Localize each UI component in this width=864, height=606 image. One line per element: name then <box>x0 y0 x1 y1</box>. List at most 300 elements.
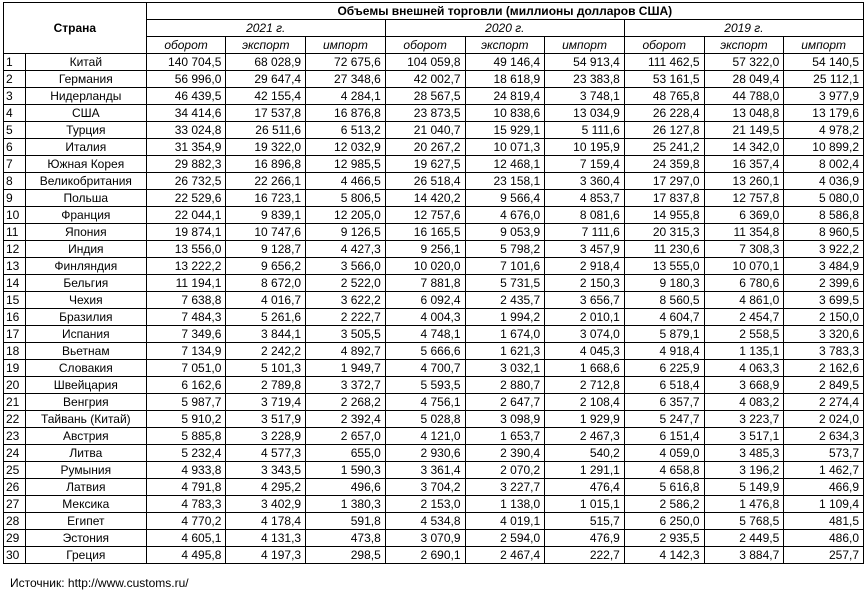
value-cell: 2 150,3 <box>545 275 625 292</box>
value-cell: 2 268,2 <box>306 394 386 411</box>
value-cell: 28 049,4 <box>704 71 784 88</box>
row-number: 13 <box>4 258 26 275</box>
table-row <box>4 411 864 428</box>
value-cell: 3 884,7 <box>704 547 784 564</box>
value-cell: 8 081,6 <box>545 207 625 224</box>
value-cell: 298,5 <box>306 547 386 564</box>
country-name: Чехия <box>25 292 146 309</box>
table-row <box>4 156 864 173</box>
country-name: Австрия <box>25 428 146 445</box>
value-cell: 17 537,8 <box>226 105 306 122</box>
value-cell: 20 267,2 <box>385 139 465 156</box>
table-row <box>4 445 864 462</box>
value-cell: 2 108,4 <box>545 394 625 411</box>
value-cell: 4 534,8 <box>385 513 465 530</box>
subcolumn-header: экспорт <box>704 37 784 54</box>
row-number: 8 <box>4 173 26 190</box>
country-name: Бельгия <box>25 275 146 292</box>
value-cell: 5 885,8 <box>146 428 226 445</box>
value-cell: 4 676,0 <box>465 207 545 224</box>
value-cell: 515,7 <box>545 513 625 530</box>
value-cell: 10 838,6 <box>465 105 545 122</box>
value-cell: 8 586,8 <box>784 207 864 224</box>
value-cell: 8 960,5 <box>784 224 864 241</box>
value-cell: 22 044,1 <box>146 207 226 224</box>
value-cell: 22 266,1 <box>226 173 306 190</box>
value-cell: 3 922,2 <box>784 241 864 258</box>
table-row <box>4 122 864 139</box>
value-cell: 6 225,9 <box>624 360 704 377</box>
value-cell: 2 558,5 <box>704 326 784 343</box>
value-cell: 16 876,8 <box>306 105 386 122</box>
value-cell: 5 232,4 <box>146 445 226 462</box>
table-row <box>4 190 864 207</box>
value-cell: 5 666,6 <box>385 343 465 360</box>
value-cell: 5 261,6 <box>226 309 306 326</box>
value-cell: 2 399,6 <box>784 275 864 292</box>
value-cell: 7 349,6 <box>146 326 226 343</box>
value-cell: 54 140,5 <box>784 54 864 71</box>
value-cell: 9 126,5 <box>306 224 386 241</box>
value-cell: 4 933,8 <box>146 462 226 479</box>
value-cell: 2 849,5 <box>784 377 864 394</box>
value-cell: 3 656,7 <box>545 292 625 309</box>
value-cell: 2 454,7 <box>704 309 784 326</box>
value-cell: 68 028,9 <box>226 54 306 71</box>
value-cell: 48 765,8 <box>624 88 704 105</box>
value-cell: 22 529,6 <box>146 190 226 207</box>
value-cell: 5 768,5 <box>704 513 784 530</box>
value-cell: 3 517,1 <box>704 428 784 445</box>
row-number: 29 <box>4 530 26 547</box>
value-cell: 4 284,1 <box>306 88 386 105</box>
value-cell: 3 566,0 <box>306 258 386 275</box>
value-cell: 23 383,8 <box>545 71 625 88</box>
value-cell: 20 315,3 <box>624 224 704 241</box>
value-cell: 3 844,1 <box>226 326 306 343</box>
row-number: 24 <box>4 445 26 462</box>
country-name: Франция <box>25 207 146 224</box>
value-cell: 26 518,4 <box>385 173 465 190</box>
value-cell: 2 222,7 <box>306 309 386 326</box>
value-cell: 14 420,2 <box>385 190 465 207</box>
value-cell: 10 747,6 <box>226 224 306 241</box>
value-cell: 4 059,0 <box>624 445 704 462</box>
value-cell: 104 059,8 <box>385 54 465 71</box>
value-cell: 3 457,9 <box>545 241 625 258</box>
value-cell: 3 699,5 <box>784 292 864 309</box>
value-cell: 17 297,0 <box>624 173 704 190</box>
value-cell: 10 020,0 <box>385 258 465 275</box>
subcolumn-header: импорт <box>784 37 864 54</box>
value-cell: 4 019,1 <box>465 513 545 530</box>
table-row <box>4 275 864 292</box>
value-cell: 13 034,9 <box>545 105 625 122</box>
value-cell: 1 929,9 <box>545 411 625 428</box>
value-cell: 7 484,3 <box>146 309 226 326</box>
row-number: 22 <box>4 411 26 428</box>
table-row <box>4 224 864 241</box>
value-cell: 13 555,0 <box>624 258 704 275</box>
value-cell: 2 242,2 <box>226 343 306 360</box>
value-cell: 4 658,8 <box>624 462 704 479</box>
table-title: Объемы внешней торговли (миллионы долларов США) <box>146 3 863 20</box>
value-cell: 4 783,3 <box>146 496 226 513</box>
value-cell: 1 109,4 <box>784 496 864 513</box>
value-cell: 3 719,4 <box>226 394 306 411</box>
value-cell: 1 380,3 <box>306 496 386 513</box>
value-cell: 5 731,5 <box>465 275 545 292</box>
value-cell: 2 070,2 <box>465 462 545 479</box>
value-cell: 4 083,2 <box>704 394 784 411</box>
value-cell: 17 837,8 <box>624 190 704 207</box>
row-number: 10 <box>4 207 26 224</box>
value-cell: 21 149,5 <box>704 122 784 139</box>
value-cell: 2 392,4 <box>306 411 386 428</box>
value-cell: 6 162,6 <box>146 377 226 394</box>
country-name: Швейцария <box>25 377 146 394</box>
value-cell: 26 127,8 <box>624 122 704 139</box>
row-number: 6 <box>4 139 26 156</box>
value-cell: 8 672,0 <box>226 275 306 292</box>
country-name: Индия <box>25 241 146 258</box>
value-cell: 4 427,3 <box>306 241 386 258</box>
value-cell: 4 178,4 <box>226 513 306 530</box>
table-row <box>4 462 864 479</box>
value-cell: 2 594,0 <box>465 530 545 547</box>
value-cell: 222,7 <box>545 547 625 564</box>
value-cell: 1 135,1 <box>704 343 784 360</box>
table-row <box>4 139 864 156</box>
value-cell: 7 881,8 <box>385 275 465 292</box>
value-cell: 3 622,2 <box>306 292 386 309</box>
value-cell: 2 712,8 <box>545 377 625 394</box>
value-cell: 5 616,8 <box>624 479 704 496</box>
value-cell: 11 194,1 <box>146 275 226 292</box>
value-cell: 28 567,5 <box>385 88 465 105</box>
value-cell: 57 322,0 <box>704 54 784 71</box>
value-cell: 9 128,7 <box>226 241 306 258</box>
value-cell: 1 138,0 <box>465 496 545 513</box>
row-number: 16 <box>4 309 26 326</box>
table-row <box>4 292 864 309</box>
value-cell: 4 004,3 <box>385 309 465 326</box>
value-cell: 5 028,8 <box>385 411 465 428</box>
value-cell: 16 357,4 <box>704 156 784 173</box>
value-cell: 111 462,5 <box>624 54 704 71</box>
table-row <box>4 258 864 275</box>
value-cell: 12 757,8 <box>704 190 784 207</box>
subcolumn-header: импорт <box>545 37 625 54</box>
year-header-2019: 2019 г. <box>624 20 863 37</box>
subcolumn-header: оборот <box>385 37 465 54</box>
value-cell: 4 748,1 <box>385 326 465 343</box>
value-cell: 5 247,7 <box>624 411 704 428</box>
value-cell: 476,4 <box>545 479 625 496</box>
value-cell: 2 162,6 <box>784 360 864 377</box>
value-cell: 140 704,5 <box>146 54 226 71</box>
value-cell: 44 788,0 <box>704 88 784 105</box>
row-number: 27 <box>4 496 26 513</box>
value-cell: 6 151,4 <box>624 428 704 445</box>
row-number: 20 <box>4 377 26 394</box>
country-name: Южная Корея <box>25 156 146 173</box>
country-column-header: Страна <box>4 3 147 54</box>
value-cell: 2 918,4 <box>545 258 625 275</box>
value-cell: 4 756,1 <box>385 394 465 411</box>
value-cell: 5 149,9 <box>704 479 784 496</box>
country-name: Эстония <box>25 530 146 547</box>
value-cell: 2 467,4 <box>465 547 545 564</box>
value-cell: 14 342,0 <box>704 139 784 156</box>
value-cell: 2 880,7 <box>465 377 545 394</box>
value-cell: 27 348,6 <box>306 71 386 88</box>
value-cell: 11 230,6 <box>624 241 704 258</box>
value-cell: 29 882,3 <box>146 156 226 173</box>
row-number: 4 <box>4 105 26 122</box>
value-cell: 5 798,2 <box>465 241 545 258</box>
value-cell: 7 308,3 <box>704 241 784 258</box>
value-cell: 26 732,5 <box>146 173 226 190</box>
table-row <box>4 54 864 71</box>
value-cell: 5 879,1 <box>624 326 704 343</box>
value-cell: 4 295,2 <box>226 479 306 496</box>
subcolumn-header: экспорт <box>226 37 306 54</box>
value-cell: 5 101,3 <box>226 360 306 377</box>
value-cell: 9 180,3 <box>624 275 704 292</box>
value-cell: 5 910,2 <box>146 411 226 428</box>
value-cell: 2 467,3 <box>545 428 625 445</box>
value-cell: 4 892,7 <box>306 343 386 360</box>
value-cell: 2 657,0 <box>306 428 386 445</box>
value-cell: 496,6 <box>306 479 386 496</box>
country-name: Латвия <box>25 479 146 496</box>
row-number: 2 <box>4 71 26 88</box>
subcolumn-header: оборот <box>624 37 704 54</box>
value-cell: 3 074,0 <box>545 326 625 343</box>
value-cell: 1 949,7 <box>306 360 386 377</box>
value-cell: 12 985,5 <box>306 156 386 173</box>
value-cell: 56 996,0 <box>146 71 226 88</box>
value-cell: 481,5 <box>784 513 864 530</box>
value-cell: 1 015,1 <box>545 496 625 513</box>
value-cell: 3 360,4 <box>545 173 625 190</box>
value-cell: 4 495,8 <box>146 547 226 564</box>
row-number: 25 <box>4 462 26 479</box>
table-row <box>4 88 864 105</box>
value-cell: 1 994,2 <box>465 309 545 326</box>
value-cell: 3 320,6 <box>784 326 864 343</box>
table-row <box>4 394 864 411</box>
row-number: 21 <box>4 394 26 411</box>
country-name: Япония <box>25 224 146 241</box>
value-cell: 16 165,5 <box>385 224 465 241</box>
value-cell: 19 874,1 <box>146 224 226 241</box>
value-cell: 3 343,5 <box>226 462 306 479</box>
value-cell: 4 918,4 <box>624 343 704 360</box>
country-name: Литва <box>25 445 146 462</box>
row-number: 30 <box>4 547 26 564</box>
value-cell: 13 048,8 <box>704 105 784 122</box>
value-cell: 3 196,2 <box>704 462 784 479</box>
value-cell: 3 517,9 <box>226 411 306 428</box>
value-cell: 33 024,8 <box>146 122 226 139</box>
value-cell: 2 647,7 <box>465 394 545 411</box>
value-cell: 4 770,2 <box>146 513 226 530</box>
row-number: 19 <box>4 360 26 377</box>
value-cell: 4 577,3 <box>226 445 306 462</box>
value-cell: 23 873,5 <box>385 105 465 122</box>
value-cell: 25 241,2 <box>624 139 704 156</box>
value-cell: 2 435,7 <box>465 292 545 309</box>
table-row <box>4 326 864 343</box>
value-cell: 6 092,4 <box>385 292 465 309</box>
value-cell: 2 634,3 <box>784 428 864 445</box>
value-cell: 1 653,7 <box>465 428 545 445</box>
value-cell: 18 618,9 <box>465 71 545 88</box>
value-cell: 3 361,4 <box>385 462 465 479</box>
value-cell: 14 955,8 <box>624 207 704 224</box>
value-cell: 655,0 <box>306 445 386 462</box>
table-row <box>4 105 864 122</box>
value-cell: 2 522,0 <box>306 275 386 292</box>
value-cell: 3 372,7 <box>306 377 386 394</box>
country-name: Египет <box>25 513 146 530</box>
value-cell: 2 024,0 <box>784 411 864 428</box>
value-cell: 53 161,5 <box>624 71 704 88</box>
value-cell: 1 476,8 <box>704 496 784 513</box>
row-number: 18 <box>4 343 26 360</box>
value-cell: 12 205,0 <box>306 207 386 224</box>
country-name: Испания <box>25 326 146 343</box>
value-cell: 7 051,0 <box>146 360 226 377</box>
value-cell: 42 002,7 <box>385 71 465 88</box>
value-cell: 7 111,6 <box>545 224 625 241</box>
value-cell: 6 513,2 <box>306 122 386 139</box>
value-cell: 1 674,0 <box>465 326 545 343</box>
value-cell: 2 010,1 <box>545 309 625 326</box>
value-cell: 4 142,3 <box>624 547 704 564</box>
value-cell: 540,2 <box>545 445 625 462</box>
value-cell: 2 449,5 <box>704 530 784 547</box>
value-cell: 6 369,0 <box>704 207 784 224</box>
row-number: 9 <box>4 190 26 207</box>
value-cell: 9 053,9 <box>465 224 545 241</box>
value-cell: 6 250,0 <box>624 513 704 530</box>
value-cell: 49 146,4 <box>465 54 545 71</box>
table-row <box>4 207 864 224</box>
value-cell: 8 560,5 <box>624 292 704 309</box>
value-cell: 9 839,1 <box>226 207 306 224</box>
value-cell: 1 668,6 <box>545 360 625 377</box>
country-name: Китай <box>25 54 146 71</box>
value-cell: 10 070,1 <box>704 258 784 275</box>
value-cell: 4 045,3 <box>545 343 625 360</box>
value-cell: 5 080,0 <box>784 190 864 207</box>
value-cell: 3 227,7 <box>465 479 545 496</box>
value-cell: 257,7 <box>784 547 864 564</box>
value-cell: 10 899,2 <box>784 139 864 156</box>
value-cell: 2 930,6 <box>385 445 465 462</box>
row-number: 14 <box>4 275 26 292</box>
table-row <box>4 360 864 377</box>
country-name: Тайвань (Китай) <box>25 411 146 428</box>
country-name: Польша <box>25 190 146 207</box>
country-name: Италия <box>25 139 146 156</box>
value-cell: 6 780,6 <box>704 275 784 292</box>
country-name: США <box>25 105 146 122</box>
value-cell: 486,0 <box>784 530 864 547</box>
value-cell: 4 016,7 <box>226 292 306 309</box>
value-cell: 15 929,1 <box>465 122 545 139</box>
value-cell: 3 223,7 <box>704 411 784 428</box>
value-cell: 6 357,7 <box>624 394 704 411</box>
value-cell: 3 977,9 <box>784 88 864 105</box>
country-name: Бразилия <box>25 309 146 326</box>
value-cell: 12 032,9 <box>306 139 386 156</box>
value-cell: 4 978,2 <box>784 122 864 139</box>
value-cell: 29 647,4 <box>226 71 306 88</box>
value-cell: 2 274,4 <box>784 394 864 411</box>
row-number: 28 <box>4 513 26 530</box>
value-cell: 1 621,3 <box>465 343 545 360</box>
table-row <box>4 343 864 360</box>
value-cell: 4 466,5 <box>306 173 386 190</box>
value-cell: 4 605,1 <box>146 530 226 547</box>
table-row <box>4 496 864 513</box>
value-cell: 3 668,9 <box>704 377 784 394</box>
value-cell: 25 112,1 <box>784 71 864 88</box>
value-cell: 4 131,3 <box>226 530 306 547</box>
value-cell: 3 484,9 <box>784 258 864 275</box>
value-cell: 10 071,3 <box>465 139 545 156</box>
table-row <box>4 530 864 547</box>
value-cell: 26 511,6 <box>226 122 306 139</box>
value-cell: 466,9 <box>784 479 864 496</box>
year-header-2020: 2020 г. <box>385 20 624 37</box>
value-cell: 9 656,2 <box>226 258 306 275</box>
row-number: 5 <box>4 122 26 139</box>
value-cell: 9 566,4 <box>465 190 545 207</box>
row-number: 1 <box>4 54 26 71</box>
value-cell: 4 121,0 <box>385 428 465 445</box>
value-cell: 573,7 <box>784 445 864 462</box>
value-cell: 3 402,9 <box>226 496 306 513</box>
value-cell: 3 704,2 <box>385 479 465 496</box>
table-row <box>4 479 864 496</box>
subcolumn-header: импорт <box>306 37 386 54</box>
value-cell: 3 070,9 <box>385 530 465 547</box>
value-cell: 21 040,7 <box>385 122 465 139</box>
value-cell: 3 748,1 <box>545 88 625 105</box>
value-cell: 13 222,2 <box>146 258 226 275</box>
value-cell: 2 935,5 <box>624 530 704 547</box>
value-cell: 4 861,0 <box>704 292 784 309</box>
value-cell: 31 354,9 <box>146 139 226 156</box>
country-name: Вьетнам <box>25 343 146 360</box>
value-cell: 16 723,1 <box>226 190 306 207</box>
country-name: Германия <box>25 71 146 88</box>
value-cell: 2 690,1 <box>385 547 465 564</box>
value-cell: 7 638,8 <box>146 292 226 309</box>
row-number: 3 <box>4 88 26 105</box>
value-cell: 2 789,8 <box>226 377 306 394</box>
row-number: 12 <box>4 241 26 258</box>
table-row <box>4 428 864 445</box>
row-number: 7 <box>4 156 26 173</box>
value-cell: 8 002,4 <box>784 156 864 173</box>
trade-volume-table <box>3 2 864 564</box>
